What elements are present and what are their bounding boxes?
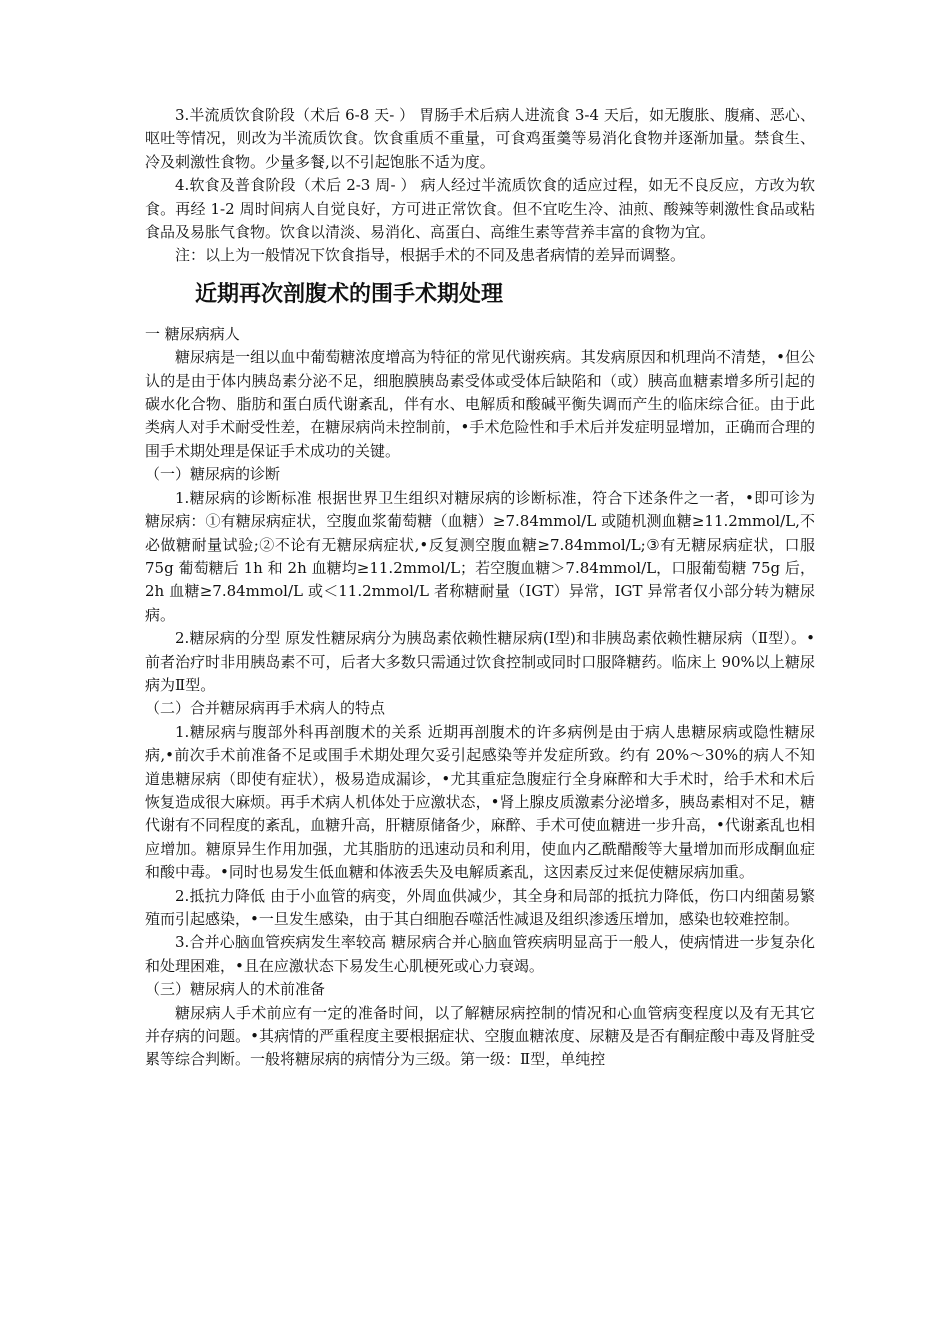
paragraph-diabetes-intro: 糖尿病是一组以血中葡萄糖浓度增高为特征的常见代谢疾病。其发病原因和机理尚不清楚，•但公认的是由于体内胰岛素分泌不足，细胞膜胰岛素受体或受体后缺陷和（或）胰高血糖素增多所引起的碳水化合物、脂肪和蛋白质代谢紊乱，伴有水、电解质和酸碱平衡失调而产生的临床综合征。由于此类病人对手术耐受性差，在糖尿病尚未控制前，•手术危险性和手术后并发症明显增加，正确而合理的围手术期处理是保证手术成功的关键。 bbox=[145, 348, 815, 460]
subheading-diagnosis: （一）糖尿病的诊断 bbox=[145, 465, 281, 484]
paragraph-semi-liquid-diet: 3.半流质饮食阶段（术后 6-8 天- ） 胃肠手术后病人进流食 3-4 天后，如无腹胀、腹痛、恶心、呕吐等情况，则改为半流质饮食。饮食重质不重量，可食鸡蛋羹等易消化食物并逐渐加量。禁食生、冷及刺激性食物。少量多餐,以不引起饱胀不适为度。 bbox=[145, 106, 815, 171]
section-heading-diabetes: 一 糖尿病病人 bbox=[145, 324, 240, 343]
paragraph-preop-preparation: 糖尿病人手术前应有一定的准备时间，以了解糖尿病控制的情况和心血管病变程度以及有无其它并存病的问题。•其病情的严重程度主要根据症状、空腹血糖浓度、尿糖及是否有酮症酸中毒及肾脏受累等综合判断。一般将糖尿病的病情分为三级。第一级：Ⅱ型，单纯控 bbox=[145, 1003, 815, 1069]
paragraph-relation-reoperation: 1.糖尿病与腹部外科再剖腹术的关系 近期再剖腹术的许多病例是由于病人患糖尿病或隐性糖尿病,•前次手术前准备不足或围手术期处理欠妥引起感染等并发症所致。约有 20%～30%的病人不知道患糖尿病（即使有症状），极易造成漏诊，•尤其重症急腹症行全身麻醉和大手术时，给手术和术后恢复造成很大麻烦。再手术病人机体处于应激状态，•肾上腺皮质激素分泌增多，胰岛素相对不足，糖代谢有不同程度的紊乱，血糖升高，肝糖原储备少，麻醉、手术可使血糖进一步升高，•代谢紊乱也相应增加。糖原异生作用加强，尤其脂肪的迅速动员和利用，使血内乙酰醋酸等大量增加而形成酮血症和酸中毒。•同时也易发生低血糖和体液丢失及电解质紊乱，这因素反过来促使糖尿病加重。 bbox=[145, 722, 815, 882]
paragraph-note: 注：以上为一般情况下饮食指导，根据手术的不同及患者病情的差异而调整。 bbox=[175, 246, 686, 265]
subheading-preop-preparation: （三）糖尿病人的术前准备 bbox=[145, 980, 326, 999]
paragraph-cardiovascular: 3.合并心脑血管疾病发生率较高 糖尿病合并心脑血管疾病明显高于一般人，使病情进一步复杂化和处理困难，•且在应激状态下易发生心肌梗死或心力衰竭。 bbox=[145, 933, 815, 975]
document-page bbox=[145, 104, 815, 1072]
paragraph-resistance: 2.抵抗力降低 由于小血管的病变，外周血供减少，其全身和局部的抵抗力降低，伤口内细菌易繁殖而引起感染，•一旦发生感染，由于其白细胞吞噬活性减退及组织渗透压增加，感染也较难控制。 bbox=[145, 886, 815, 928]
paragraph-classification: 2.糖尿病的分型 原发性糖尿病分为胰岛素依赖性糖尿病(Ⅰ型)和非胰岛素依赖性糖尿病（Ⅱ型）。•前者治疗时非用胰岛素不可，后者大多数只需通过饮食控制或同时口服降糖药。临床上 90%以上糖尿病为Ⅱ型。 bbox=[145, 629, 815, 694]
section-title: 近期再次剖腹术的围手术期处理 bbox=[195, 280, 504, 307]
subheading-characteristics: （二）合并糖尿病再手术病人的特点 bbox=[145, 699, 386, 718]
paragraph-soft-diet: 4.软食及普食阶段（术后 2-3 周- ） 病人经过半流质饮食的适应过程，如无不良反应，方改为软食。再经 1-2 周时间病人自觉良好，方可进正常饮食。但不宜吃生冷、油煎、酸辣等刺激性食品或粘食品及易胀气食物。饮食以清淡、易消化、高蛋白、高维生素等营养丰富的食物为宜。 bbox=[145, 176, 815, 242]
paragraph-diagnosis-criteria: 1.糖尿病的诊断标准 根据世界卫生组织对糖尿病的诊断标准，符合下述条件之一者，•即可诊为糖尿病：①有糖尿病症状，空腹血浆葡萄糖（血糖）≥7.84mmol/L 或随机测血糖≥11.2mmol/L,不必做糖耐量试验;②不论有无糖尿病症状,•反复测空腹血糖≥7.84mmol/L;③有无糖尿病症状，口服 75g 葡萄糖后 1h 和 2h 血糖均≥11.2mmol/L；若空腹血糖＞7.84mmol/L，口服葡萄糖 75g 后，2h 血糖≥7.84mmol/L 或＜11.2mmol/L 者称糖耐量（IGT）异常，IGT 异常者仅小部分转为糖尿病。 bbox=[145, 488, 815, 624]
